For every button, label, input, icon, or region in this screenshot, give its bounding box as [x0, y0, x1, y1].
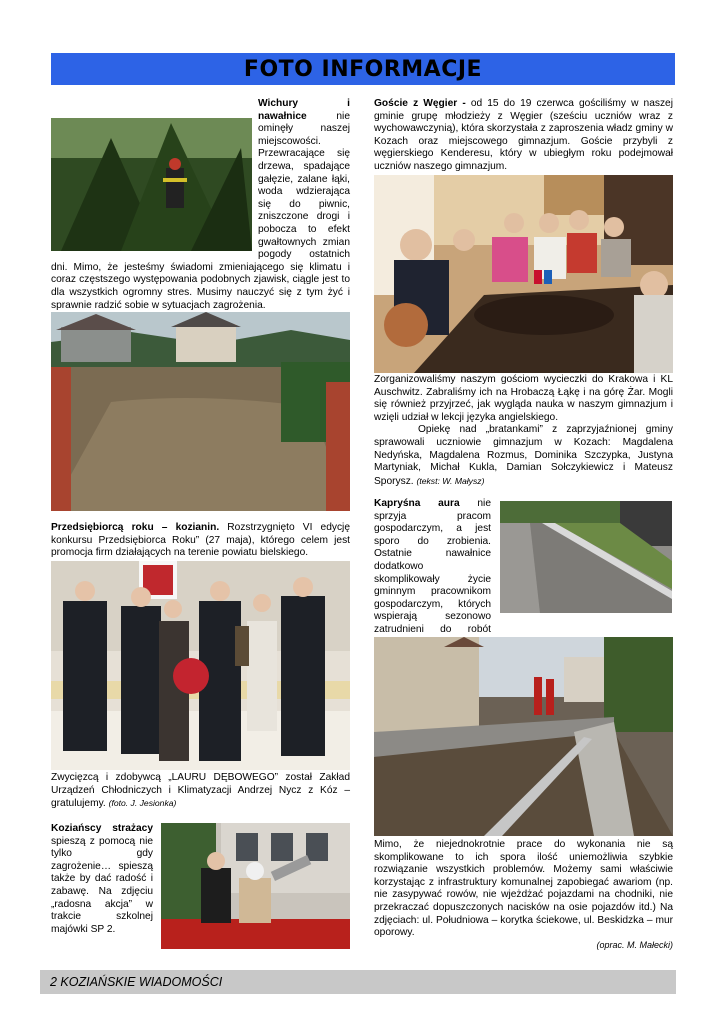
flooded-yard-photo [51, 312, 350, 511]
aura-text-2: Mimo, że niejednokrotnie prace do wykonania nie są skomplikowane to ich spora ilość uniemożliwia szybkie rozwiązanie wszystkich problemów. Możemy sami właściwie korzystając z infrastruktury komunalnej zapobiegać awariom (np. nie zasypywać rowów, nie wjeżdżać pojazdami na chodniki, nie przekraczać dopuszczonych nacisków na osie pojazdów itd.) Na zdjęciach: ul. Południowa – korytka ściekowe, ul. Beskidzka – mur oporowy. [374, 839, 673, 939]
aura-text: nie sprzyja pracom gospodarczym, a jest sporo do zrobienia. Ostatnie nawałnice dodatkowo skomplikowały życie gminnym pracownikom gospodarczym, których wspierają sezonowo zatrudnieni do robót [374, 498, 491, 635]
storms-lead: Wichury i nawałnice [258, 98, 350, 122]
entrepreneur-text: Rozstrzygnięto VI edycję konkursu Przedsiębiorca Roku” (27 maja), którego celem jest promocja firm działających na terenie powiatu bielskiego. [51, 522, 350, 559]
guests-article [374, 98, 673, 174]
guests-text-3: Opiekę nad „bratankami” z zaprzyjaźnionej gminy sprawowali uczniowie gimnazjum w Kozach: Magdalena Nedyńska, Magdalena Rozmus, Dominika Szczypka, Justyna Martyniak, Michał Kukla, Damian Sołczykiewicz i Mateusz Sporysz. [374, 424, 673, 487]
aura-article [374, 498, 491, 649]
aura-lead: Kapryśna aura [374, 498, 460, 509]
entrepreneur-article [51, 522, 350, 560]
storms-text: nie ominęły naszej miejscowości. Przewracające się drzewa, spadające gałęzie, zalane łąki, woda wdzierająca się do piwnic, zniszczone drogi i pobocza to efekt gwałtownych zmian pogody ostatnich dni. Mimo, że jesteśmy świadomi zmieniającego się klimatu i coraz częstszego występowania podobnych zjawisk, ciągle jest to dla wszystkich ogromny stres. Musimy nauczyć się z tym żyć i sprawnie radzić sobie w sytuacjach zagrożenia. [51, 110, 350, 311]
award-caption: Zwycięzcą i zdobywcą „LAURU DĘBOWEGO” został Zakład Urządzeń Chłodniczych i Klimatyzacji Andrzej Nycz z Kóz – gratulujemy. [51, 772, 350, 810]
aura-article-continued [374, 839, 673, 950]
drainage-channels-photo [500, 501, 672, 613]
hungarian-guests-photo [374, 175, 673, 373]
guests-lead: Goście z Węgier - [374, 98, 466, 109]
guests-text-2: Zorganizowaliśmy naszym gościom wycieczki do Krakowa i KL Auschwitz. Zabraliśmy ich na Hrobaczą Łąkę i na górę Żar. Mogli się również przyjrzeć, jak wygląda nauka w naszym gimnazjum i wzięli udział w lekcji języka angielskiego. [374, 374, 673, 423]
guests-credit: (tekst: W. Małysz) [416, 475, 485, 486]
footer-label: 2 KOZIAŃSKIE WIADOMOŚCI [50, 975, 223, 989]
page-header-banner [51, 53, 675, 85]
tree-rescue-photo [51, 118, 252, 251]
entrepreneur-caption-block [51, 772, 350, 811]
page-title: FOTO INFORMACJE [243, 56, 483, 82]
firefighters-text: spieszą z pomocą nie tylko gdy zagrożenie… spieszą także by dać radość i zabawę. Na zdjęciu „radosna akcja” w trakcie szkolnej majówki SP 2. [51, 835, 153, 935]
firefighters-lead: Koziańscy strażacy [51, 823, 153, 834]
aura-credit: (oprac. M. Małecki) [596, 939, 673, 950]
entrepreneur-lead: Przedsiębiorcą roku – kozianin. [51, 522, 220, 533]
award-credit: (foto. J. Jesionka) [108, 798, 177, 809]
retaining-wall-photo [374, 637, 673, 836]
storms-article [51, 98, 350, 312]
award-group-photo [51, 561, 350, 770]
fire-truck-photo [161, 823, 350, 949]
page-footer [40, 970, 676, 994]
guests-article-continued [374, 374, 673, 488]
guests-text: od 15 do 19 czerwca gościliśmy w naszej gminie grupę młodzieży z Węgier (sześciu uczniów wraz z wychowawczynią), która skorzystała z zaproszenia władz gminy w Kozach oraz miejscowego gimnazjum. Goście przybyli z węgierskiego Kenderesu, który w ubiegłym roku podejmował uczniów naszego gimnazjum. [374, 98, 673, 172]
firefighters-article [51, 823, 153, 936]
